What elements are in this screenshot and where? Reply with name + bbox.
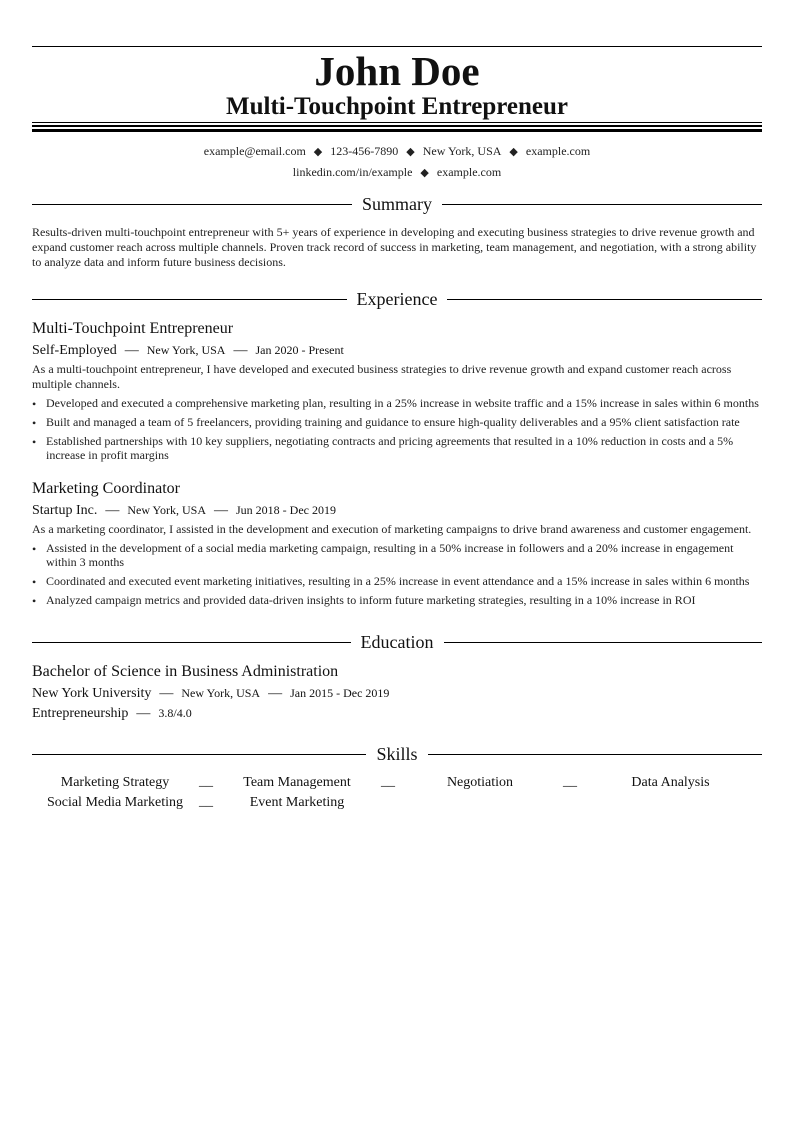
candidate-headline: Multi-Touchpoint Entrepreneur xyxy=(226,93,568,120)
job-description: As a marketing coordinator, I assisted in the development and execution of marketing campaigns to drive brand awareness and customer engagement. xyxy=(32,522,752,536)
bullet-icon: • xyxy=(32,435,37,449)
list-item xyxy=(32,415,762,429)
section-title: Summary xyxy=(362,194,432,214)
bullet-text: Coordinated and executed event marketing initiatives, resulting in a 25% increase in event attendance and a 15% increase in sales within 6 months xyxy=(46,574,750,588)
gpa: 3.8/4.0 xyxy=(158,706,192,720)
skill-item: Marketing Strategy xyxy=(60,775,170,790)
job-bullets xyxy=(32,541,762,612)
list-item xyxy=(32,541,762,569)
diamond-separator-icon: ◆ xyxy=(313,146,323,158)
skill-item: Data Analysis xyxy=(631,775,710,790)
education-dates: Jan 2015 - Dec 2019 xyxy=(290,686,390,700)
heading-rule-left xyxy=(32,299,347,300)
school-location: New York, USA xyxy=(181,686,261,700)
job-location: New York, USA xyxy=(146,343,226,357)
section-title: Experience xyxy=(356,289,438,309)
section-heading-education xyxy=(32,630,762,654)
job-org: Startup Inc. xyxy=(32,503,98,518)
bullet-text: Established partnerships with 10 key suppliers, negotiating contracts and pricing agreements that resulted in a 10% reduction in costs and a 5% increase in profit margins xyxy=(46,434,734,462)
skill-separator: __ xyxy=(381,774,395,789)
diamond-separator-icon: ◆ xyxy=(509,146,518,158)
heading-rule-left xyxy=(32,754,366,755)
list-item xyxy=(32,593,762,607)
diamond-separator-icon: ◆ xyxy=(406,146,415,158)
header-rule-thick xyxy=(32,129,762,132)
contact-line-1 xyxy=(32,143,762,160)
header-rule-thin xyxy=(32,122,762,123)
job-dates: Jan 2020 - Present xyxy=(255,343,344,357)
job-org: Self-Employed xyxy=(32,343,117,358)
section-heading-summary xyxy=(32,192,762,216)
contact-phone[interactable]: 123-456-7890 xyxy=(330,144,399,158)
section-title: Skills xyxy=(376,744,418,764)
field-of-study: Entrepreneurship xyxy=(32,706,129,721)
skill-item: Social Media Marketing xyxy=(46,795,184,810)
heading-rule-left xyxy=(32,204,352,205)
section-heading-experience xyxy=(32,287,762,311)
skill-item: Negotiation xyxy=(446,775,514,790)
job-bullets xyxy=(32,396,762,467)
job-dates: Jun 2018 - Dec 2019 xyxy=(236,503,336,517)
bullet-text: Analyzed campaign metrics and provided data-driven insights to inform future marketing strategies, resulting in a 10% increase in ROI xyxy=(46,593,696,607)
list-item xyxy=(32,396,762,410)
bullet-icon: • xyxy=(32,575,37,589)
job-meta xyxy=(32,501,336,520)
list-item xyxy=(32,434,762,462)
heading-rule-right xyxy=(428,754,762,755)
heading-rule-left xyxy=(32,642,351,643)
contact-line-2 xyxy=(32,164,762,181)
job-location: New York, USA xyxy=(127,503,207,517)
contact-linkedin[interactable]: linkedin.com/in/example xyxy=(292,165,413,179)
meta-dash: — xyxy=(124,343,139,358)
skill-item: Team Management xyxy=(243,775,351,790)
education-meta xyxy=(32,684,389,703)
job-title: Multi-Touchpoint Entrepreneur xyxy=(32,320,234,337)
heading-rule-right xyxy=(444,642,763,643)
bullet-icon: • xyxy=(32,397,37,411)
meta-dash: — xyxy=(233,343,248,358)
contact-location: New York, USA xyxy=(422,144,502,158)
diamond-separator-icon: ◆ xyxy=(420,167,429,179)
list-item xyxy=(32,574,762,588)
meta-dash: — xyxy=(136,706,151,721)
degree-title: Bachelor of Science in Business Administration xyxy=(32,663,339,680)
contact-website-2[interactable]: example.com xyxy=(436,165,502,179)
meta-dash: — xyxy=(105,503,120,518)
bullet-text: Built and managed a team of 5 freelancers, providing training and guidance to ensure high-quality deliverables and a 95% client satisfaction rate xyxy=(46,415,740,429)
summary-text: Results-driven multi-touchpoint entrepreneur with 5+ years of experience in developing and executing business strategies to drive revenue growth and expand customer reach across multiple channels. Proven track record of success in marketing, team management, and negotiation, with a strong ability to analyze data and inform future business decisions. xyxy=(32,225,757,269)
meta-dash: — xyxy=(268,686,283,701)
contact-email[interactable]: example@email.com xyxy=(203,144,306,158)
header-rule-mid xyxy=(32,125,762,127)
meta-dash: — xyxy=(159,686,174,701)
bullet-icon: • xyxy=(32,542,37,556)
skill-separator: __ xyxy=(199,774,213,789)
header-top-rule xyxy=(32,46,762,47)
job-description: As a multi-touchpoint entrepreneur, I have developed and executed business strategies to drive revenue growth and expand customer reach across multiple channels. xyxy=(32,362,732,391)
meta-dash: — xyxy=(214,503,229,518)
bullet-text: Developed and executed a comprehensive marketing plan, resulting in a 25% increase in website traffic and a 15% increase in sales within 6 months xyxy=(46,396,759,410)
section-title: Education xyxy=(360,632,434,652)
contact-website[interactable]: example.com xyxy=(525,144,591,158)
heading-rule-right xyxy=(442,204,762,205)
skill-separator: __ xyxy=(199,794,213,809)
section-heading-skills xyxy=(32,742,762,766)
skill-separator: __ xyxy=(563,774,577,789)
heading-rule-right xyxy=(447,299,762,300)
school-name: New York University xyxy=(32,686,152,701)
bullet-icon: • xyxy=(32,594,37,608)
skill-item: Event Marketing xyxy=(249,795,345,810)
job-meta xyxy=(32,341,344,360)
bullet-icon: • xyxy=(32,416,37,430)
education-field-meta xyxy=(32,704,192,723)
candidate-name: John Doe xyxy=(314,48,480,94)
bullet-text: Assisted in the development of a social media marketing campaign, resulting in a 50% increase in followers and a 20% increase in engagement within 3 months xyxy=(46,541,734,569)
job-title: Marketing Coordinator xyxy=(32,480,180,497)
